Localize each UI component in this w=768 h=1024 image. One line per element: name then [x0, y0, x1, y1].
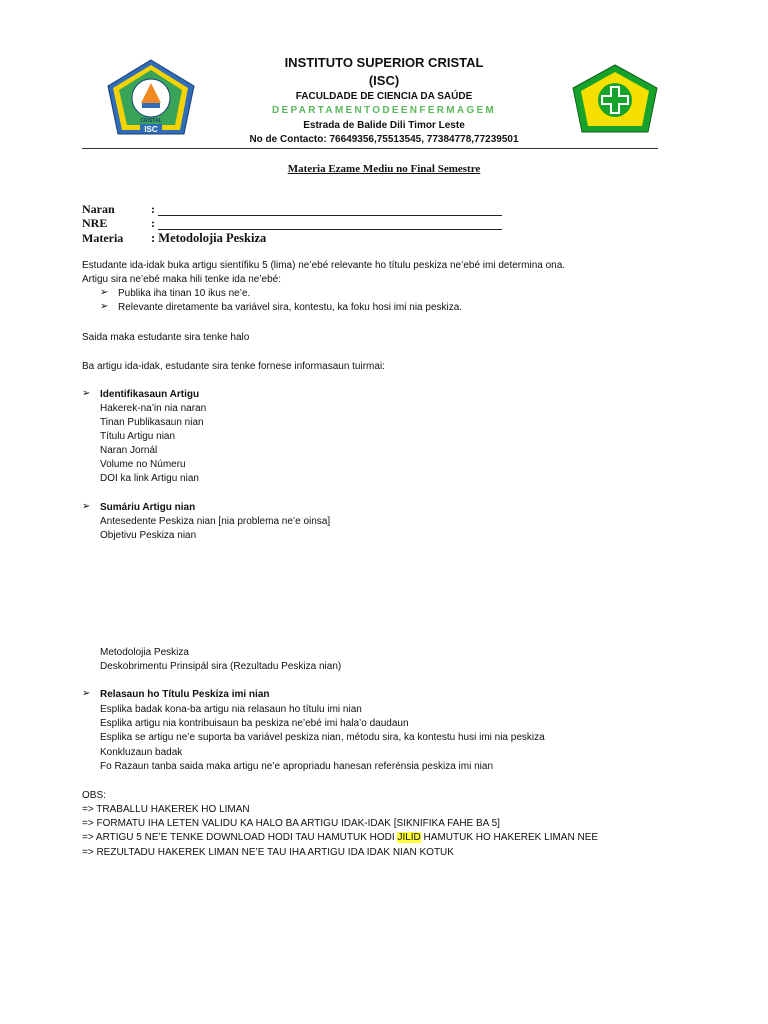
bullet-arrow-icon: ➢ — [100, 287, 109, 298]
list-item: Naran Jornál — [100, 445, 158, 456]
nre-label: NRE — [82, 216, 108, 230]
para-info: Ba artigu ida-idak, estudante sira tenke fornese informasaun tuirmai: — [82, 361, 385, 372]
institute-abbr: (ISC) — [368, 73, 400, 88]
obs-line-3-pre: => ARTIGU 5 NE’E TENKE DOWNLOAD HODI TAU HAMUTUK HODI — [82, 832, 398, 843]
list-item: Deskobrimentu Prinsipál sira (Rezultadu Peskiza nian) — [100, 661, 342, 672]
list-item: Tinan Publikasaun nian — [100, 417, 204, 428]
obs-highlight: JILID — [397, 832, 421, 843]
list-item: Esplika badak kona-ba artigu nia relasaun ho títulu imi nian — [100, 704, 362, 715]
obs-line-1: => TRABALLU HAKEREK HO LIMAN — [82, 804, 250, 815]
materia-value: : Metodolojia Peskiza — [151, 231, 267, 245]
section1-heading: Identifikasaun Artigu — [100, 389, 200, 400]
list-item: Objetivu Peskiza nian — [100, 530, 197, 541]
nre-colon: : — [151, 216, 155, 230]
intro-line-1: Estudante ida-idak buka artigu sientífiku 5 (lima) ne’ebé relevante ho títulu peskiza ne’ebé imi determina ona. — [82, 260, 566, 271]
header-divider — [82, 148, 658, 149]
contact-numbers: No de Contacto: 76649356,75513545, 77384778,77239501 — [249, 134, 519, 145]
bullet-arrow-icon: ➢ — [82, 388, 91, 399]
doc-title: Materia Ezame Mediu no Final Semestre — [287, 163, 481, 175]
list-item: DOI ka link Artigu nian — [100, 473, 199, 484]
list-item: Esplika artigu nia kontribuisaun ba peskiza ne’ebé imi hala’o daudaun — [100, 718, 409, 729]
list-item: Konkluzaun badak — [100, 747, 183, 758]
para-halo: Saida maka estudante sira tenke halo — [82, 332, 250, 343]
list-item: Hakerek-na’in nia naran — [100, 403, 207, 414]
department-name: DEPARTAMENTODEENFERMAGEM — [271, 105, 497, 116]
list-item: Antesedente Peskiza nian [nia problema ne’e oinsa] — [100, 516, 331, 527]
list-item: Fo Razaun tanba saida maka artigu ne’e apropriadu hanesan referénsia peskiza imi nian — [100, 761, 494, 772]
intro-line-2: Artigu sira ne’ebé maka hili tenke ida ne’ebé: — [82, 274, 282, 285]
bullet-arrow-icon: ➢ — [82, 688, 91, 699]
institute-name: INSTITUTO SUPERIOR CRISTAL — [284, 55, 484, 70]
obs-line-2: => FORMATU IHA LETEN VALIDU KA HALO BA ARTIGU IDAK-IDAK [SIKNIFIKA FAHE BA 5] — [82, 818, 500, 829]
list-item: Volume no Númeru — [100, 459, 186, 470]
naran-line[interactable] — [158, 215, 502, 216]
bullet-arrow-icon: ➢ — [82, 501, 91, 512]
list-item: Metodolojia Peskiza — [100, 647, 189, 658]
naran-label: Naran — [82, 202, 115, 216]
obs-line-4: => REZULTADU HAKEREK LIMAN NE’E TAU IHA ARTIGU IDA IDAK NIAN KOTUK — [82, 847, 454, 858]
obs-line-3 — [82, 831, 598, 845]
faculty-name: FACULDADE DE CIENCIA DA SAÚDE — [295, 91, 473, 102]
bullet-arrow-icon: ➢ — [100, 301, 109, 312]
left-logo-ring-text: CRISTAL — [140, 118, 162, 124]
naran-colon: : — [151, 202, 155, 216]
list-item: Esplika se artigu ne’e suporta ba variável peskiza nian, métodu sira, ka kontestu husi imi nia peskiza — [100, 732, 545, 743]
section2-heading: Sumáriu Artigu nian — [100, 502, 196, 513]
nre-line[interactable] — [158, 229, 502, 230]
obs-label: OBS: — [82, 790, 106, 801]
obs-line-3-post: HAMUTUK HO HAKEREK LIMAN NEE — [420, 832, 599, 843]
address: Estrada de Balide Dili Timor Leste — [303, 120, 465, 131]
intro-bullet-1: Publika iha tinan 10 ikus ne’e. — [118, 288, 251, 299]
materia-label: Materia — [82, 231, 124, 245]
intro-bullet-2: Relevante diretamente ba variável sira, kontestu, ka foku hosi imi nia peskiza. — [118, 302, 463, 313]
section3-heading: Relasaun ho Títulu Peskiza imi nian — [100, 689, 270, 700]
list-item: Títulu Artigu nian — [100, 431, 176, 442]
left-logo-text: ISC — [144, 125, 158, 134]
